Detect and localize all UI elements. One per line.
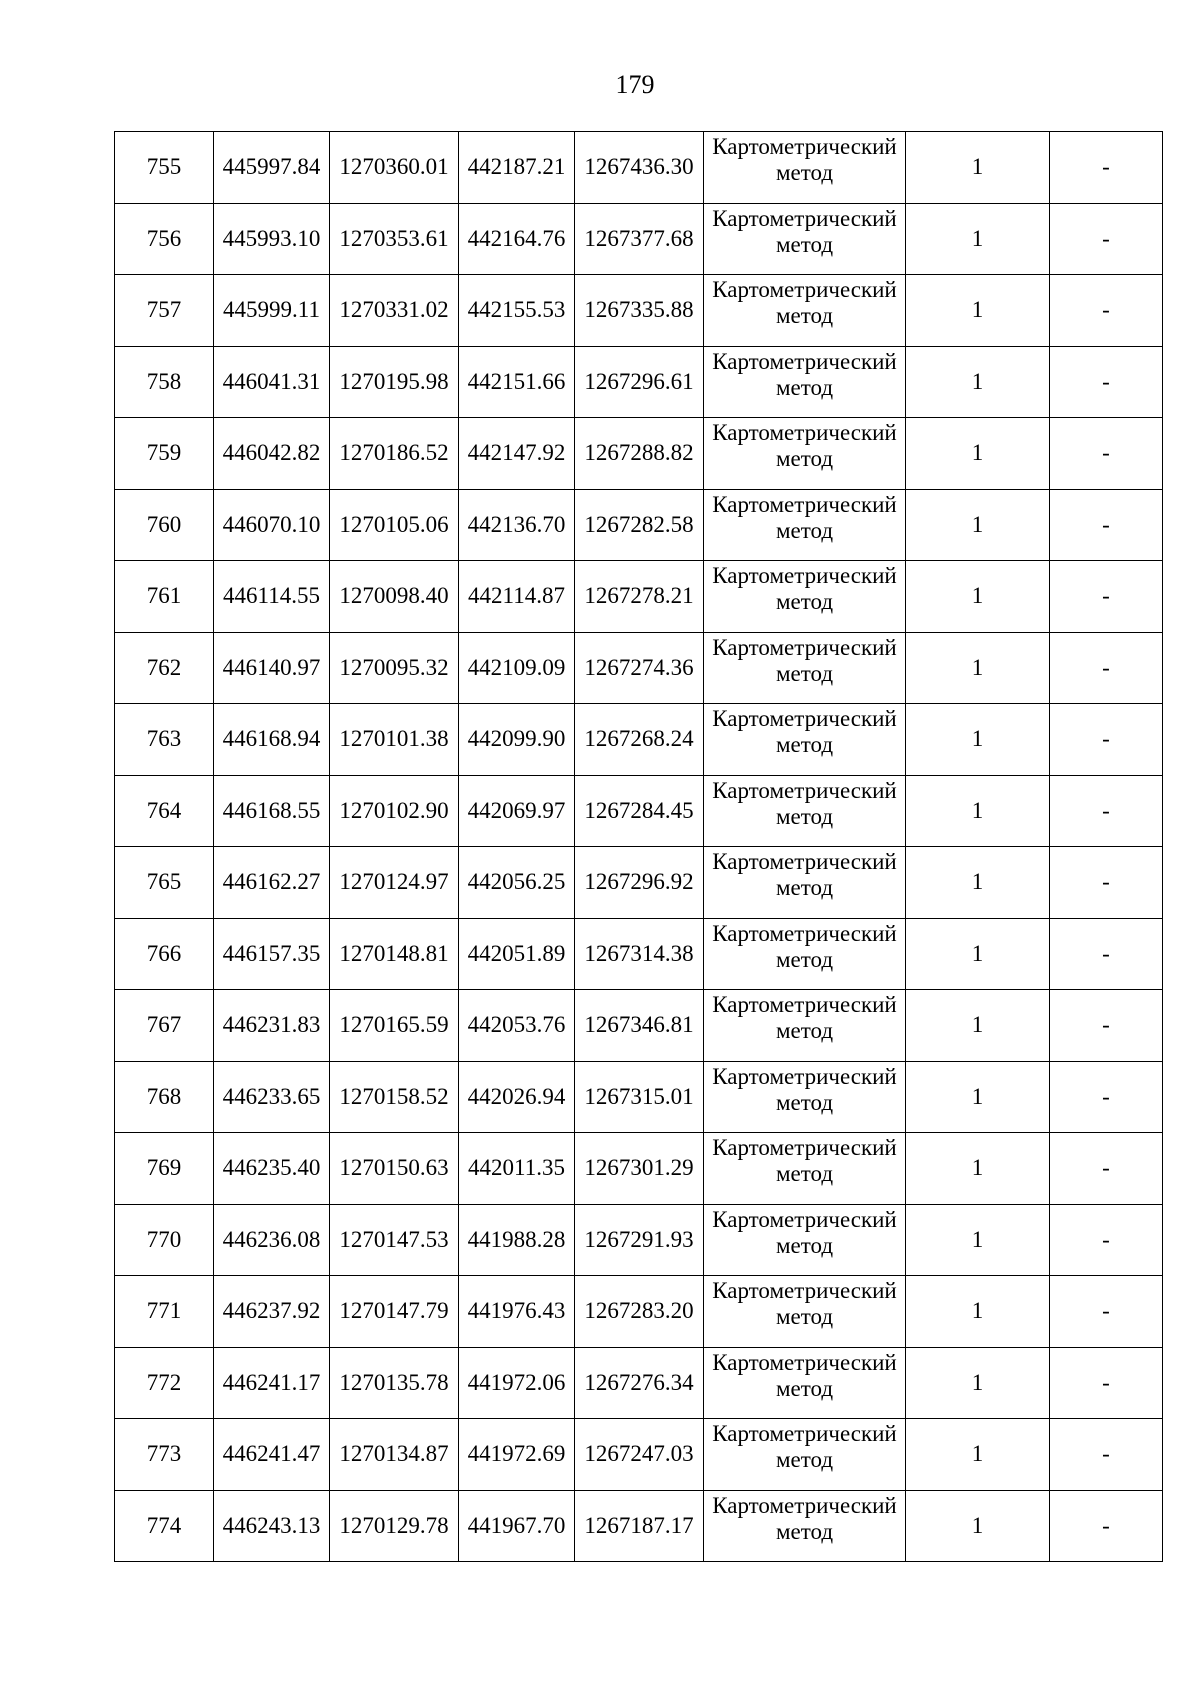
y-new-cell: 1267282.58 bbox=[575, 489, 704, 561]
table-row bbox=[115, 418, 1163, 490]
table-row bbox=[115, 1276, 1163, 1348]
method-line-1: Картометрический bbox=[712, 920, 897, 946]
point-number-cell: 760 bbox=[115, 489, 214, 561]
x-existing-cell: 446236.08 bbox=[214, 1204, 330, 1276]
method-line-2: метод bbox=[775, 1161, 834, 1186]
y-new-cell: 1267315.01 bbox=[575, 1061, 704, 1133]
method-line-1: Картометрический bbox=[712, 277, 897, 302]
note-cell: - bbox=[1050, 132, 1163, 204]
y-existing-cell: 1270360.01 bbox=[330, 132, 459, 204]
y-existing-cell: 1270148.81 bbox=[330, 918, 459, 990]
x-existing-cell: 446114.55 bbox=[214, 561, 330, 633]
accuracy-cell: 1 bbox=[906, 203, 1050, 275]
method-line-2: метод bbox=[775, 1018, 834, 1043]
x-new-cell: 441967.70 bbox=[459, 1490, 575, 1562]
note-cell: - bbox=[1050, 275, 1163, 347]
note-cell: - bbox=[1050, 418, 1163, 490]
note-cell: - bbox=[1050, 1276, 1163, 1348]
accuracy-cell: 1 bbox=[906, 1204, 1050, 1276]
method-line-2: метод bbox=[775, 1447, 834, 1472]
x-new-cell: 441972.06 bbox=[459, 1347, 575, 1419]
x-new-cell: 442069.97 bbox=[459, 775, 575, 847]
accuracy-cell: 1 bbox=[906, 704, 1050, 776]
table-row bbox=[115, 704, 1163, 776]
method-line-2: метод bbox=[775, 446, 834, 471]
point-number-cell: 757 bbox=[115, 275, 214, 347]
x-new-cell: 442056.25 bbox=[459, 847, 575, 919]
method-cell bbox=[704, 1490, 906, 1562]
note-cell: - bbox=[1050, 1347, 1163, 1419]
x-existing-cell: 446231.83 bbox=[214, 990, 330, 1062]
table-row bbox=[115, 632, 1163, 704]
accuracy-cell: 1 bbox=[906, 489, 1050, 561]
y-new-cell: 1267377.68 bbox=[575, 203, 704, 275]
method-line-1: Картометрический bbox=[712, 634, 897, 660]
y-existing-cell: 1270195.98 bbox=[330, 346, 459, 418]
note-cell: - bbox=[1050, 561, 1163, 633]
x-existing-cell: 446241.17 bbox=[214, 1347, 330, 1419]
method-cell bbox=[704, 132, 906, 204]
accuracy-cell: 1 bbox=[906, 1061, 1050, 1133]
y-new-cell: 1267314.38 bbox=[575, 918, 704, 990]
y-new-cell: 1267335.88 bbox=[575, 275, 704, 347]
table-row bbox=[115, 1419, 1163, 1491]
y-new-cell: 1267436.30 bbox=[575, 132, 704, 204]
x-existing-cell: 445999.11 bbox=[214, 275, 330, 347]
method-line-1: Картометрический bbox=[712, 348, 897, 374]
table-row bbox=[115, 489, 1163, 561]
y-existing-cell: 1270129.78 bbox=[330, 1490, 459, 1562]
note-cell: - bbox=[1050, 990, 1163, 1062]
y-new-cell: 1267291.93 bbox=[575, 1204, 704, 1276]
point-number-cell: 766 bbox=[115, 918, 214, 990]
table-row bbox=[115, 847, 1163, 919]
method-line-1: Картометрический bbox=[712, 849, 897, 874]
table-row bbox=[115, 990, 1163, 1062]
method-cell bbox=[704, 632, 906, 704]
point-number-cell: 771 bbox=[115, 1276, 214, 1348]
y-new-cell: 1267288.82 bbox=[575, 418, 704, 490]
y-existing-cell: 1270158.52 bbox=[330, 1061, 459, 1133]
point-number-cell: 774 bbox=[115, 1490, 214, 1562]
note-cell: - bbox=[1050, 704, 1163, 776]
point-number-cell: 756 bbox=[115, 203, 214, 275]
method-cell bbox=[704, 275, 906, 347]
method-line-2: метод bbox=[775, 875, 834, 900]
x-existing-cell: 446168.55 bbox=[214, 775, 330, 847]
method-cell bbox=[704, 918, 906, 990]
accuracy-cell: 1 bbox=[906, 1490, 1050, 1562]
y-existing-cell: 1270186.52 bbox=[330, 418, 459, 490]
y-existing-cell: 1270353.61 bbox=[330, 203, 459, 275]
point-number-cell: 767 bbox=[115, 990, 214, 1062]
note-cell: - bbox=[1050, 1061, 1163, 1133]
method-line-2: метод bbox=[775, 517, 834, 543]
x-existing-cell: 446157.35 bbox=[214, 918, 330, 990]
y-new-cell: 1267301.29 bbox=[575, 1133, 704, 1205]
x-existing-cell: 446070.10 bbox=[214, 489, 330, 561]
note-cell: - bbox=[1050, 1133, 1163, 1205]
method-line-1: Картометрический bbox=[712, 563, 897, 588]
note-cell: - bbox=[1050, 847, 1163, 919]
point-number-cell: 763 bbox=[115, 704, 214, 776]
method-cell bbox=[704, 1276, 906, 1348]
x-new-cell: 442053.76 bbox=[459, 990, 575, 1062]
table-row bbox=[115, 1204, 1163, 1276]
y-new-cell: 1267274.36 bbox=[575, 632, 704, 704]
method-cell bbox=[704, 1347, 906, 1419]
table-row bbox=[115, 346, 1163, 418]
y-new-cell: 1267346.81 bbox=[575, 990, 704, 1062]
accuracy-cell: 1 bbox=[906, 775, 1050, 847]
method-line-2: метод bbox=[775, 589, 834, 614]
x-new-cell: 442011.35 bbox=[459, 1133, 575, 1205]
x-new-cell: 442187.21 bbox=[459, 132, 575, 204]
x-existing-cell: 446233.65 bbox=[214, 1061, 330, 1133]
method-line-2: метод bbox=[775, 1375, 834, 1401]
x-existing-cell: 445993.10 bbox=[214, 203, 330, 275]
point-number-cell: 768 bbox=[115, 1061, 214, 1133]
accuracy-cell: 1 bbox=[906, 1419, 1050, 1491]
table-body bbox=[115, 132, 1163, 1562]
note-cell: - bbox=[1050, 203, 1163, 275]
y-new-cell: 1267268.24 bbox=[575, 704, 704, 776]
table-row bbox=[115, 132, 1163, 204]
note-cell: - bbox=[1050, 1419, 1163, 1491]
method-line-2: метод bbox=[775, 1089, 834, 1115]
y-new-cell: 1267276.34 bbox=[575, 1347, 704, 1419]
point-number-cell: 773 bbox=[115, 1419, 214, 1491]
y-existing-cell: 1270147.79 bbox=[330, 1276, 459, 1348]
method-line-1: Картометрический bbox=[712, 491, 897, 517]
accuracy-cell: 1 bbox=[906, 275, 1050, 347]
x-new-cell: 442151.66 bbox=[459, 346, 575, 418]
accuracy-cell: 1 bbox=[906, 990, 1050, 1062]
y-existing-cell: 1270135.78 bbox=[330, 1347, 459, 1419]
note-cell: - bbox=[1050, 775, 1163, 847]
accuracy-cell: 1 bbox=[906, 346, 1050, 418]
point-number-cell: 764 bbox=[115, 775, 214, 847]
y-existing-cell: 1270101.38 bbox=[330, 704, 459, 776]
y-existing-cell: 1270098.40 bbox=[330, 561, 459, 633]
method-line-2: метод bbox=[775, 946, 834, 972]
x-new-cell: 442114.87 bbox=[459, 561, 575, 633]
method-line-1: Картометрический bbox=[712, 777, 897, 803]
y-existing-cell: 1270102.90 bbox=[330, 775, 459, 847]
y-new-cell: 1267247.03 bbox=[575, 1419, 704, 1491]
y-new-cell: 1267296.61 bbox=[575, 346, 704, 418]
x-new-cell: 442147.92 bbox=[459, 418, 575, 490]
method-cell bbox=[704, 561, 906, 633]
y-existing-cell: 1270095.32 bbox=[330, 632, 459, 704]
x-new-cell: 442136.70 bbox=[459, 489, 575, 561]
accuracy-cell: 1 bbox=[906, 418, 1050, 490]
x-new-cell: 442026.94 bbox=[459, 1061, 575, 1133]
note-cell: - bbox=[1050, 632, 1163, 704]
point-number-cell: 765 bbox=[115, 847, 214, 919]
x-existing-cell: 446168.94 bbox=[214, 704, 330, 776]
method-line-1: Картометрический bbox=[712, 706, 897, 731]
y-new-cell: 1267284.45 bbox=[575, 775, 704, 847]
table-row bbox=[115, 1133, 1163, 1205]
y-new-cell: 1267283.20 bbox=[575, 1276, 704, 1348]
x-existing-cell: 446162.27 bbox=[214, 847, 330, 919]
note-cell: - bbox=[1050, 489, 1163, 561]
method-line-1: Картометрический bbox=[712, 1278, 897, 1303]
y-existing-cell: 1270124.97 bbox=[330, 847, 459, 919]
accuracy-cell: 1 bbox=[906, 1276, 1050, 1348]
point-number-cell: 772 bbox=[115, 1347, 214, 1419]
method-cell bbox=[704, 346, 906, 418]
point-number-cell: 759 bbox=[115, 418, 214, 490]
method-line-1: Картометрический bbox=[712, 1063, 897, 1089]
accuracy-cell: 1 bbox=[906, 918, 1050, 990]
x-existing-cell: 446041.31 bbox=[214, 346, 330, 418]
method-line-1: Картометрический bbox=[712, 134, 897, 159]
method-cell bbox=[704, 418, 906, 490]
table-row bbox=[115, 918, 1163, 990]
x-existing-cell: 446241.47 bbox=[214, 1419, 330, 1491]
method-line-2: метод bbox=[775, 1518, 834, 1544]
method-line-2: метод bbox=[775, 660, 834, 686]
method-line-1: Картометрический bbox=[712, 992, 897, 1017]
method-line-2: метод bbox=[775, 1304, 834, 1329]
x-existing-cell: 446042.82 bbox=[214, 418, 330, 490]
point-number-cell: 755 bbox=[115, 132, 214, 204]
x-new-cell: 441988.28 bbox=[459, 1204, 575, 1276]
method-line-1: Картометрический bbox=[712, 1206, 897, 1232]
y-existing-cell: 1270150.63 bbox=[330, 1133, 459, 1205]
method-cell bbox=[704, 1419, 906, 1491]
y-existing-cell: 1270165.59 bbox=[330, 990, 459, 1062]
coordinates-table bbox=[114, 131, 1163, 1562]
x-new-cell: 442164.76 bbox=[459, 203, 575, 275]
x-new-cell: 442099.90 bbox=[459, 704, 575, 776]
point-number-cell: 762 bbox=[115, 632, 214, 704]
note-cell: - bbox=[1050, 1490, 1163, 1562]
point-number-cell: 758 bbox=[115, 346, 214, 418]
point-number-cell: 769 bbox=[115, 1133, 214, 1205]
accuracy-cell: 1 bbox=[906, 1133, 1050, 1205]
method-line-1: Картометрический bbox=[712, 1421, 897, 1446]
table-row bbox=[115, 275, 1163, 347]
method-cell bbox=[704, 704, 906, 776]
table-row bbox=[115, 1061, 1163, 1133]
method-line-2: метод bbox=[775, 732, 834, 757]
method-line-1: Картометрический bbox=[712, 420, 897, 445]
method-line-1: Картометрический bbox=[712, 1349, 897, 1375]
table-row bbox=[115, 1347, 1163, 1419]
method-line-1: Картометрический bbox=[712, 1492, 897, 1518]
method-cell bbox=[704, 775, 906, 847]
method-line-2: метод bbox=[775, 303, 834, 328]
accuracy-cell: 1 bbox=[906, 132, 1050, 204]
y-existing-cell: 1270134.87 bbox=[330, 1419, 459, 1491]
y-existing-cell: 1270147.53 bbox=[330, 1204, 459, 1276]
note-cell: - bbox=[1050, 346, 1163, 418]
accuracy-cell: 1 bbox=[906, 1347, 1050, 1419]
x-existing-cell: 446140.97 bbox=[214, 632, 330, 704]
table-row bbox=[115, 1490, 1163, 1562]
method-line-2: метод bbox=[775, 160, 834, 185]
accuracy-cell: 1 bbox=[906, 847, 1050, 919]
accuracy-cell: 1 bbox=[906, 561, 1050, 633]
y-existing-cell: 1270105.06 bbox=[330, 489, 459, 561]
x-new-cell: 441972.69 bbox=[459, 1419, 575, 1491]
method-cell bbox=[704, 847, 906, 919]
x-new-cell: 442109.09 bbox=[459, 632, 575, 704]
table-row bbox=[115, 203, 1163, 275]
method-cell bbox=[704, 1133, 906, 1205]
method-cell bbox=[704, 990, 906, 1062]
point-number-cell: 761 bbox=[115, 561, 214, 633]
method-line-2: метод bbox=[775, 1232, 834, 1258]
x-new-cell: 442051.89 bbox=[459, 918, 575, 990]
note-cell: - bbox=[1050, 1204, 1163, 1276]
method-cell bbox=[704, 1204, 906, 1276]
table-row bbox=[115, 561, 1163, 633]
method-line-2: метод bbox=[775, 231, 834, 257]
note-cell: - bbox=[1050, 918, 1163, 990]
method-line-2: метод bbox=[775, 374, 834, 400]
x-existing-cell: 445997.84 bbox=[214, 132, 330, 204]
method-line-1: Картометрический bbox=[712, 1135, 897, 1160]
method-cell bbox=[704, 1061, 906, 1133]
table-row bbox=[115, 775, 1163, 847]
method-line-2: метод bbox=[775, 803, 834, 829]
method-cell bbox=[704, 489, 906, 561]
x-existing-cell: 446237.92 bbox=[214, 1276, 330, 1348]
x-new-cell: 441976.43 bbox=[459, 1276, 575, 1348]
x-existing-cell: 446235.40 bbox=[214, 1133, 330, 1205]
x-existing-cell: 446243.13 bbox=[214, 1490, 330, 1562]
page-number: 179 bbox=[615, 70, 655, 99]
y-existing-cell: 1270331.02 bbox=[330, 275, 459, 347]
point-number-cell: 770 bbox=[115, 1204, 214, 1276]
y-new-cell: 1267296.92 bbox=[575, 847, 704, 919]
x-new-cell: 442155.53 bbox=[459, 275, 575, 347]
accuracy-cell: 1 bbox=[906, 632, 1050, 704]
y-new-cell: 1267187.17 bbox=[575, 1490, 704, 1562]
y-new-cell: 1267278.21 bbox=[575, 561, 704, 633]
method-cell bbox=[704, 203, 906, 275]
method-line-1: Картометрический bbox=[712, 205, 897, 231]
